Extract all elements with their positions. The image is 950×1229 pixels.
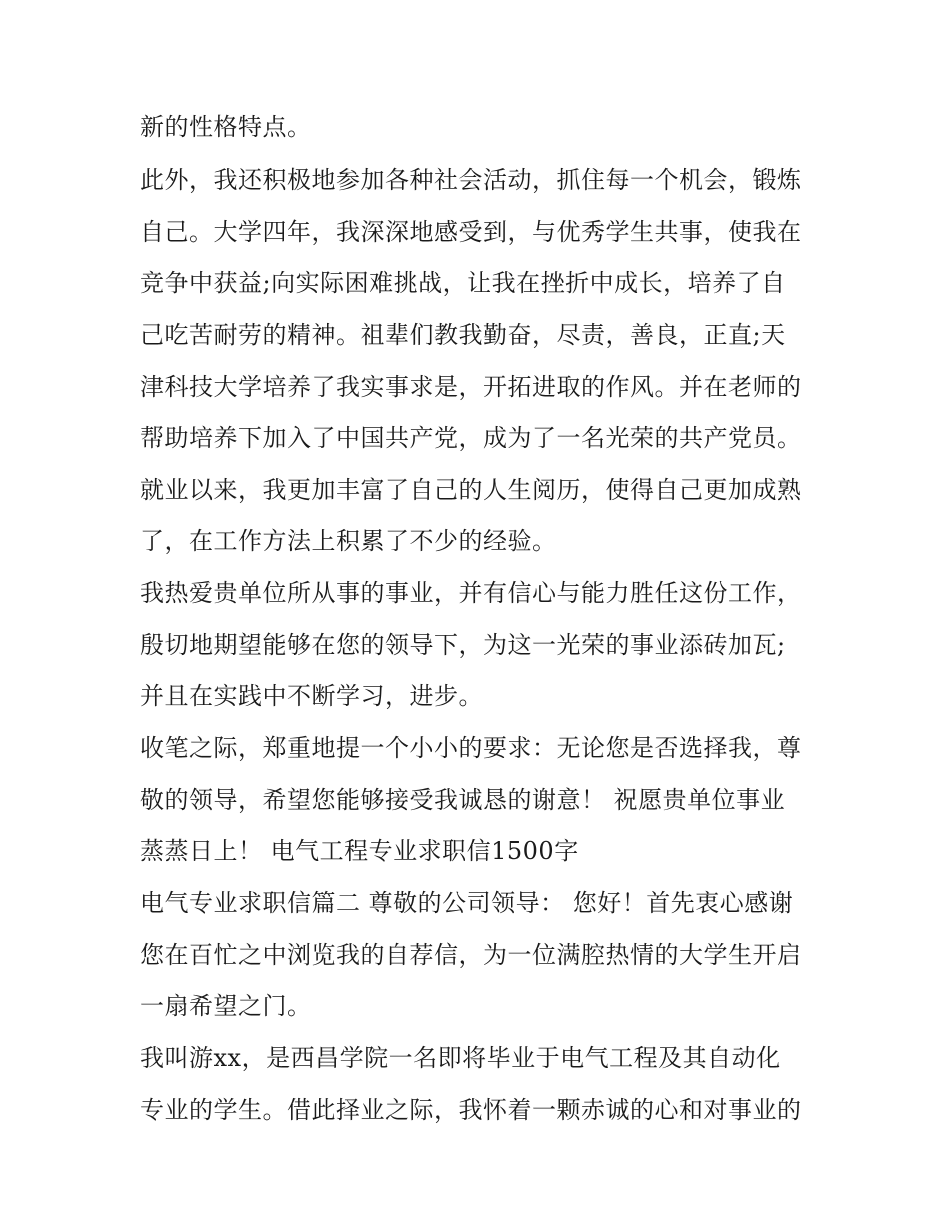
- text-line: 我热爱贵单位所从事的事业，并有信心与能力胜任这份工作，: [140, 579, 802, 607]
- text-line: 此外，我还积极地参加各种社会活动，抓住每一个机会，锻炼: [140, 166, 802, 194]
- text-line: 帮助培养下加入了中国共产党，成为了一名光荣的共产党员。: [140, 424, 802, 452]
- text-line: 敬的领导，希望您能够接受我诚恳的谢意！ 祝愿贵单位事业: [140, 786, 786, 814]
- text-line: 竞争中获益;向实际困难挑战，让我在挫折中成长，培养了自: [140, 269, 786, 297]
- text-line: 殷切地期望能够在您的领导下，为这一光荣的事业添砖加瓦;: [140, 631, 786, 659]
- text-line: 就业以来，我更加丰富了自己的人生阅历，使得自己更加成熟: [140, 476, 802, 504]
- text-line: 我叫游xx，是西昌学院一名即将毕业于电气工程及其自动化: [140, 1044, 781, 1072]
- text-line: 并且在实践中不断学习，进步。: [140, 682, 483, 710]
- text-line: 自己。大学四年，我深深地感受到，与优秀学生共事，使我在: [140, 218, 802, 246]
- text-line: 一扇希望之门。: [140, 992, 312, 1020]
- text-line: 收笔之际，郑重地提一个小小的要求：无论您是否选择我，尊: [140, 734, 802, 762]
- text-line: 己吃苦耐劳的精神。祖辈们教我勤奋，尽责，善良，正直;天: [140, 321, 786, 349]
- text-line: 新的性格特点。: [140, 113, 312, 141]
- text-line: 了，在工作方法上积累了不少的经验。: [140, 527, 557, 555]
- text-line: 蒸蒸日上！ 电气工程专业求职信1500字: [140, 837, 579, 865]
- text-line: 专业的学生。借此择业之际，我怀着一颗赤诚的心和对事业的: [140, 1096, 802, 1124]
- text-line: 津科技大学培养了我实事求是，开拓进取的作风。并在老师的: [140, 373, 802, 401]
- text-line: 电气专业求职信篇二 尊敬的公司领导： 您好！首先衷心感谢: [140, 889, 794, 917]
- text-line: 您在百忙之中浏览我的自荐信，为一位满腔热情的大学生开启: [140, 941, 802, 969]
